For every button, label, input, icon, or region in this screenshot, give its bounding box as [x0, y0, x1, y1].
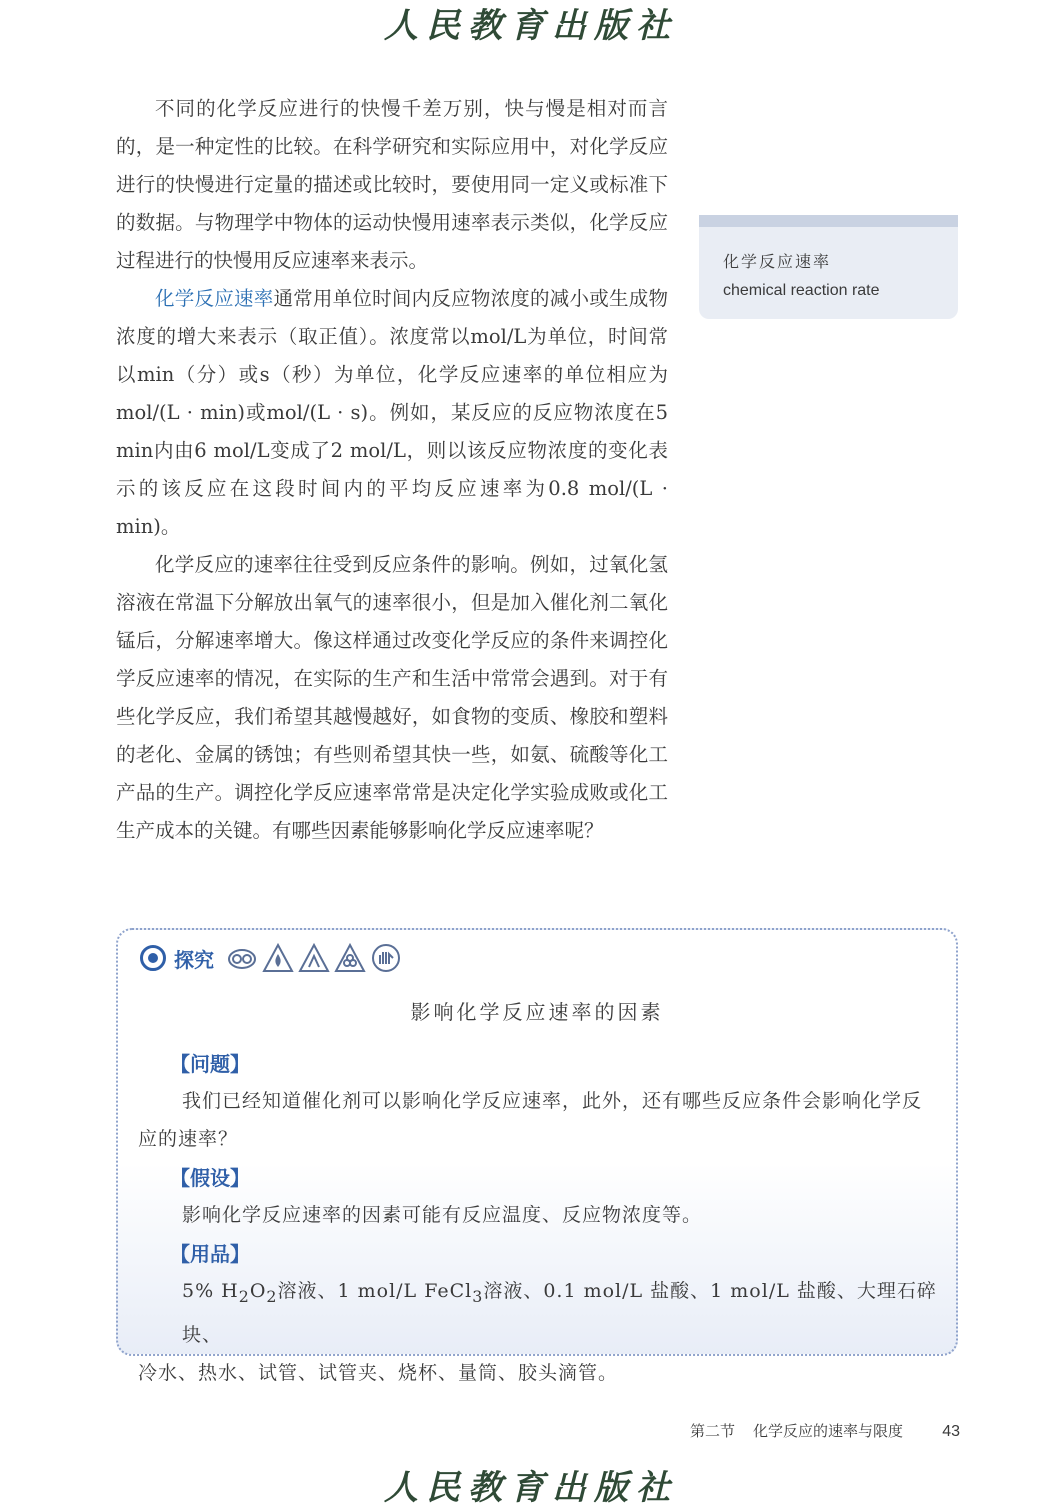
paragraph-1: 不同的化学反应进行的快慢千差万别，快与慢是相对而言的，是一种定性的比较。在科学研究和实际应用中，对化学反应进行的快慢进行定量的描述或比较时，要使用同一定义或标准下的数据。与物理学中物体的运动快慢用速率表示类似，化学反应过程进行的快慢用反应速率来表示。 [116, 97, 668, 272]
materials-line-1: 5% $H_2O_2$溶液、1 mol/L FeCl$_3$溶液、0.1 mol/L 盐酸、1 mol/L 盐酸、大理石碎块、 [182, 1280, 937, 1346]
publisher-header: 人民教育出版社 [384, 6, 678, 46]
hand-wash-icon [370, 942, 402, 974]
main-text [116, 90, 668, 850]
page-footer [690, 1420, 960, 1441]
publisher-footer: 人民教育出版社 [384, 1468, 678, 1508]
hazard-warning-icon [298, 942, 330, 974]
explore-title: 影响化学反应速率的因素 [410, 1000, 664, 1024]
paragraph-2 [116, 280, 668, 546]
paragraph-3: 化学反应的速率往往受到反应条件的影响。例如，过氧化氢溶液在常温下分解放出氧气的速率很小，但是加入催化剂二氧化锰后，分解速率增大。像这样通过改变化学反应的条件来调控化学反应速率的情况，在实际的生产和生活中常常会遇到。对于有些化学反应，我们希望其越慢越好，如食物的变质、橡胶和塑料的老化、金属的锈蚀；有些则希望其快一些，如氨、硫酸等化工产品的生产。调控化学反应速率常常是决定化学实验成败或化工生产成本的关键。有哪些因素能够影响化学反应速率呢？ [116, 553, 668, 842]
explore-label: 探究 [174, 949, 214, 972]
key-term: 化学反应速率 [155, 287, 274, 310]
goggles-icon [226, 942, 258, 974]
glossary-term-cn: 化学反应速率 [723, 252, 832, 271]
hypothesis-heading: 【假设】 [170, 1168, 250, 1190]
materials-heading: 【用品】 [170, 1244, 250, 1266]
explore-box [116, 928, 958, 1384]
materials-text [138, 1272, 938, 1392]
glossary-sidebar [699, 215, 958, 319]
question-text: 我们已经知道催化剂可以影响化学反应速率，此外，还有哪些反应条件会影响化学反应的速率？ [138, 1090, 923, 1150]
section-number: 第二节 [690, 1423, 736, 1440]
flame-warning-icon [262, 942, 294, 974]
chapter-title: 化学反应的速率与限度 [753, 1423, 904, 1440]
page-number: 43 [942, 1423, 960, 1440]
paragraph-2-text: 通常用单位时间内反应物浓度的减小或生成物浓度的增大来表示（取正值）。浓度常以mol/L为单位，时间常以min（分）或s（秒）为单位，化学反应速率的单位相应为mol/(L · min)或mol/(L · s)。例如，某反应的反应物浓度在5 min内由6 mol/L变成了2 mol/L，则以该反应物浓度的变化表示的该反应在这段时间内的平均反应速率为0.8 mol/(L · min)。 [116, 287, 668, 538]
flask-warning-icon [334, 942, 366, 974]
target-icon [140, 945, 166, 971]
hypothesis-text: 影响化学反应速率的因素可能有反应温度、反应物浓度等。 [182, 1204, 703, 1226]
explore-header [140, 940, 402, 976]
materials-line-2: 冷水、热水、试管、试管夹、烧杯、量筒、胶头滴管。 [138, 1361, 619, 1384]
glossary-term-en: chemical reaction rate [723, 282, 880, 299]
question-heading: 【问题】 [170, 1054, 250, 1076]
